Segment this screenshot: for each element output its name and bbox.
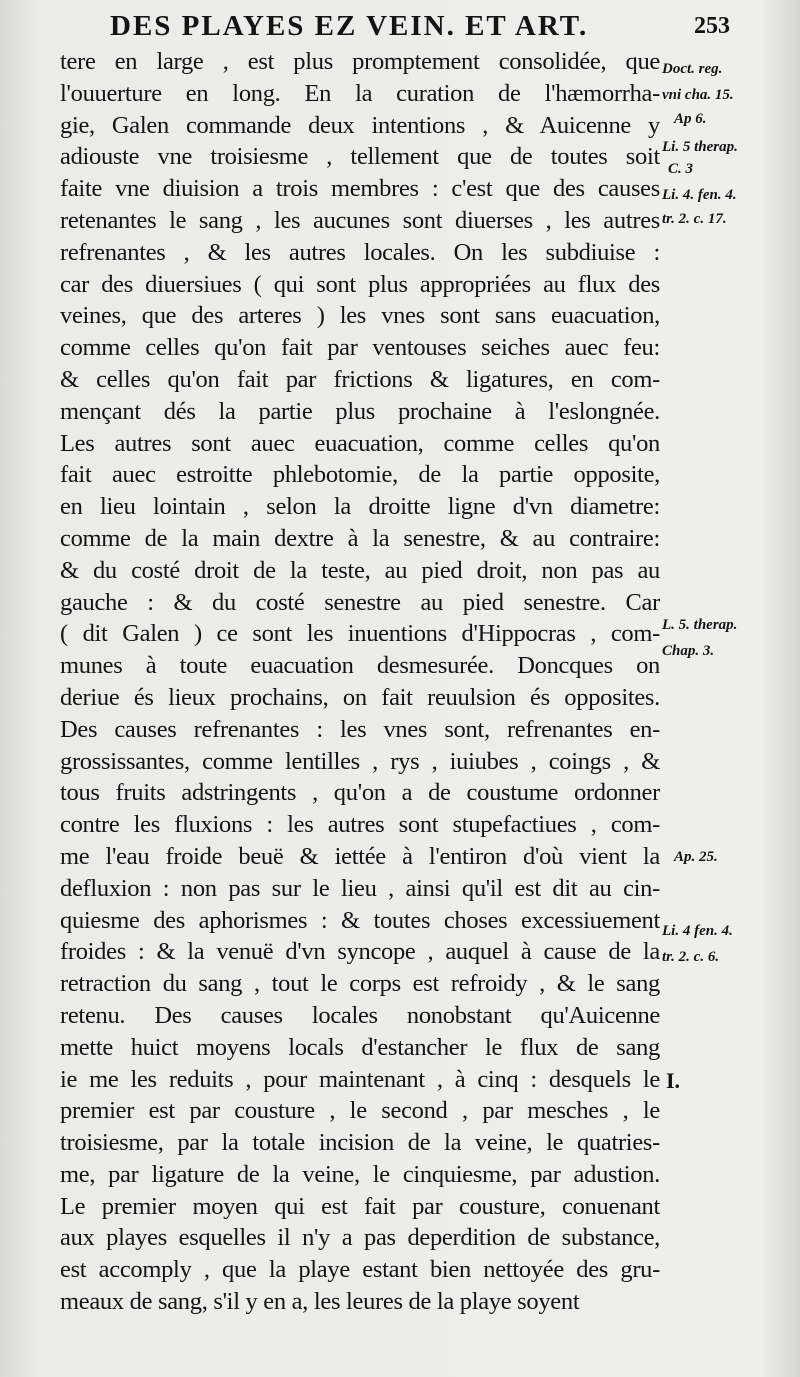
text-line: Des causes refrenantes : les vnes sont, refrenantes en-: [60, 715, 660, 743]
margin-note: vni cha. 15.: [662, 87, 734, 103]
text-line: en lieu lointain , selon la droitte ligne d'vn diametre:: [60, 493, 660, 521]
text-line: froides : & la venuë d'vn syncope , auquel à cause de la: [60, 938, 660, 966]
text-line: gauche : & du costé senestre au pied senestre. Car: [60, 588, 660, 616]
text-line: & celles qu'on fait par frictions & ligatures, en com-: [60, 365, 660, 393]
margin-note: Li. 5 therap.: [662, 139, 738, 155]
text-line: Les autres sont auec euacuation, comme celles qu'on: [60, 429, 660, 457]
text-line: comme de la main dextre à la senestre, & au contraire:: [60, 524, 660, 552]
running-title: DES PLAYES EZ VEIN. ET ART.: [110, 9, 589, 42]
text-line: Le premier moyen qui est fait par cousture, conuenant: [60, 1192, 660, 1220]
text-line: comme celles qu'on fait par ventouses seiches auec feu:: [60, 334, 660, 362]
page-number: 253: [694, 12, 730, 39]
text-line: ie me les reduits , pour maintenant , à cinq : desquels le: [60, 1065, 660, 1093]
margin-notes: [662, 46, 798, 1366]
text-line: faite vne diuision a trois membres : c'est que des causes: [60, 175, 660, 203]
text-line: gie, Galen commande deux intentions , & Auicenne y: [60, 111, 660, 139]
margin-note: I.: [666, 1068, 681, 1093]
body-text: [60, 46, 660, 1318]
text-line: car des diuersiues ( qui sont plus appropriées au flux des: [60, 270, 660, 298]
text-line: deriue és lieux prochains, on fait reuulsion és opposites.: [60, 683, 660, 711]
text-line: adiouste vne troisiesme , tellement que de toutes soit: [60, 143, 660, 171]
margin-note: C. 3: [668, 161, 694, 177]
margin-note: Chap. 3.: [662, 643, 715, 659]
margin-note: Ap. 25.: [674, 849, 718, 865]
text-line: veines, que des arteres ) les vnes sont sans euacuation,: [60, 302, 660, 330]
page-header: [110, 6, 730, 46]
text-line: refrenantes , & les autres locales. On les subdiuise :: [60, 238, 660, 266]
margin-note: Li. 4 fen. 4.: [662, 923, 733, 939]
margin-note: Li. 4. fen. 4.: [662, 187, 737, 203]
text-line: retenantes le sang , les aucunes sont diuerses , les autres: [60, 206, 660, 234]
text-line: fait auec estroitte phlebotomie, de la partie opposite,: [60, 461, 660, 489]
margin-note: Doct. reg.: [662, 61, 723, 77]
text-line: me, par ligature de la veine, le cinquiesme, par adustion.: [60, 1160, 660, 1188]
text-line: & du costé droit de la teste, au pied droit, non pas au: [60, 556, 660, 584]
text-line: contre les fluxions : les autres sont stupefactiues , com-: [60, 811, 660, 839]
text-line: ( dit Galen ) ce sont les inuentions d'Hippocras , com-: [60, 620, 660, 648]
text-line: est accomply , que la playe estant bien nettoyée des gru-: [60, 1256, 660, 1284]
margin-note: Ap 6.: [674, 111, 707, 127]
text-line: quiesme des aphorismes : & toutes choses excessiuement: [60, 906, 660, 934]
margin-note: tr. 2. c. 6.: [662, 949, 720, 965]
text-line: tous fruits adstringents , qu'on a de coustume ordonner: [60, 779, 660, 807]
margin-note: L. 5. therap.: [662, 617, 738, 633]
text-line: grossissantes, comme lentilles , rys , iuiubes , coings , &: [60, 747, 660, 775]
text-line: me l'eau froide beuë & iettée à l'entiron d'où vient la: [60, 842, 660, 870]
text-line: aux playes esquelles il n'y a pas deperdition de substance,: [60, 1224, 660, 1252]
text-line: l'ouuerture en long. En la curation de l'hæmorrha-: [60, 79, 660, 107]
text-line: retraction du sang , tout le corps est refroidy , & le sang: [60, 970, 660, 998]
text-line: defluxion : non pas sur le lieu , ainsi qu'il est dit au cin-: [60, 874, 660, 902]
text-line: munes à toute euacuation desmesurée. Doncques on: [60, 652, 660, 680]
text-line: mençant dés la partie plus prochaine à l'eslongnée.: [60, 397, 660, 425]
text-line: troisiesme, par la totale incision de la veine, le quatries-: [60, 1129, 660, 1157]
text-line: meaux de sang, s'il y en a, les leures de la playe soyent: [60, 1288, 580, 1316]
text-line: mette huict moyens locals d'estancher le flux de sang: [60, 1033, 660, 1061]
text-line: premier est par cousture , le second , par mesches , le: [60, 1097, 660, 1125]
text-line: retenu. Des causes locales nonobstant qu'Auicenne: [60, 1001, 660, 1029]
text-line: tere en large , est plus promptement consolidée, que: [60, 48, 660, 75]
margin-note: tr. 2. c. 17.: [662, 211, 727, 227]
